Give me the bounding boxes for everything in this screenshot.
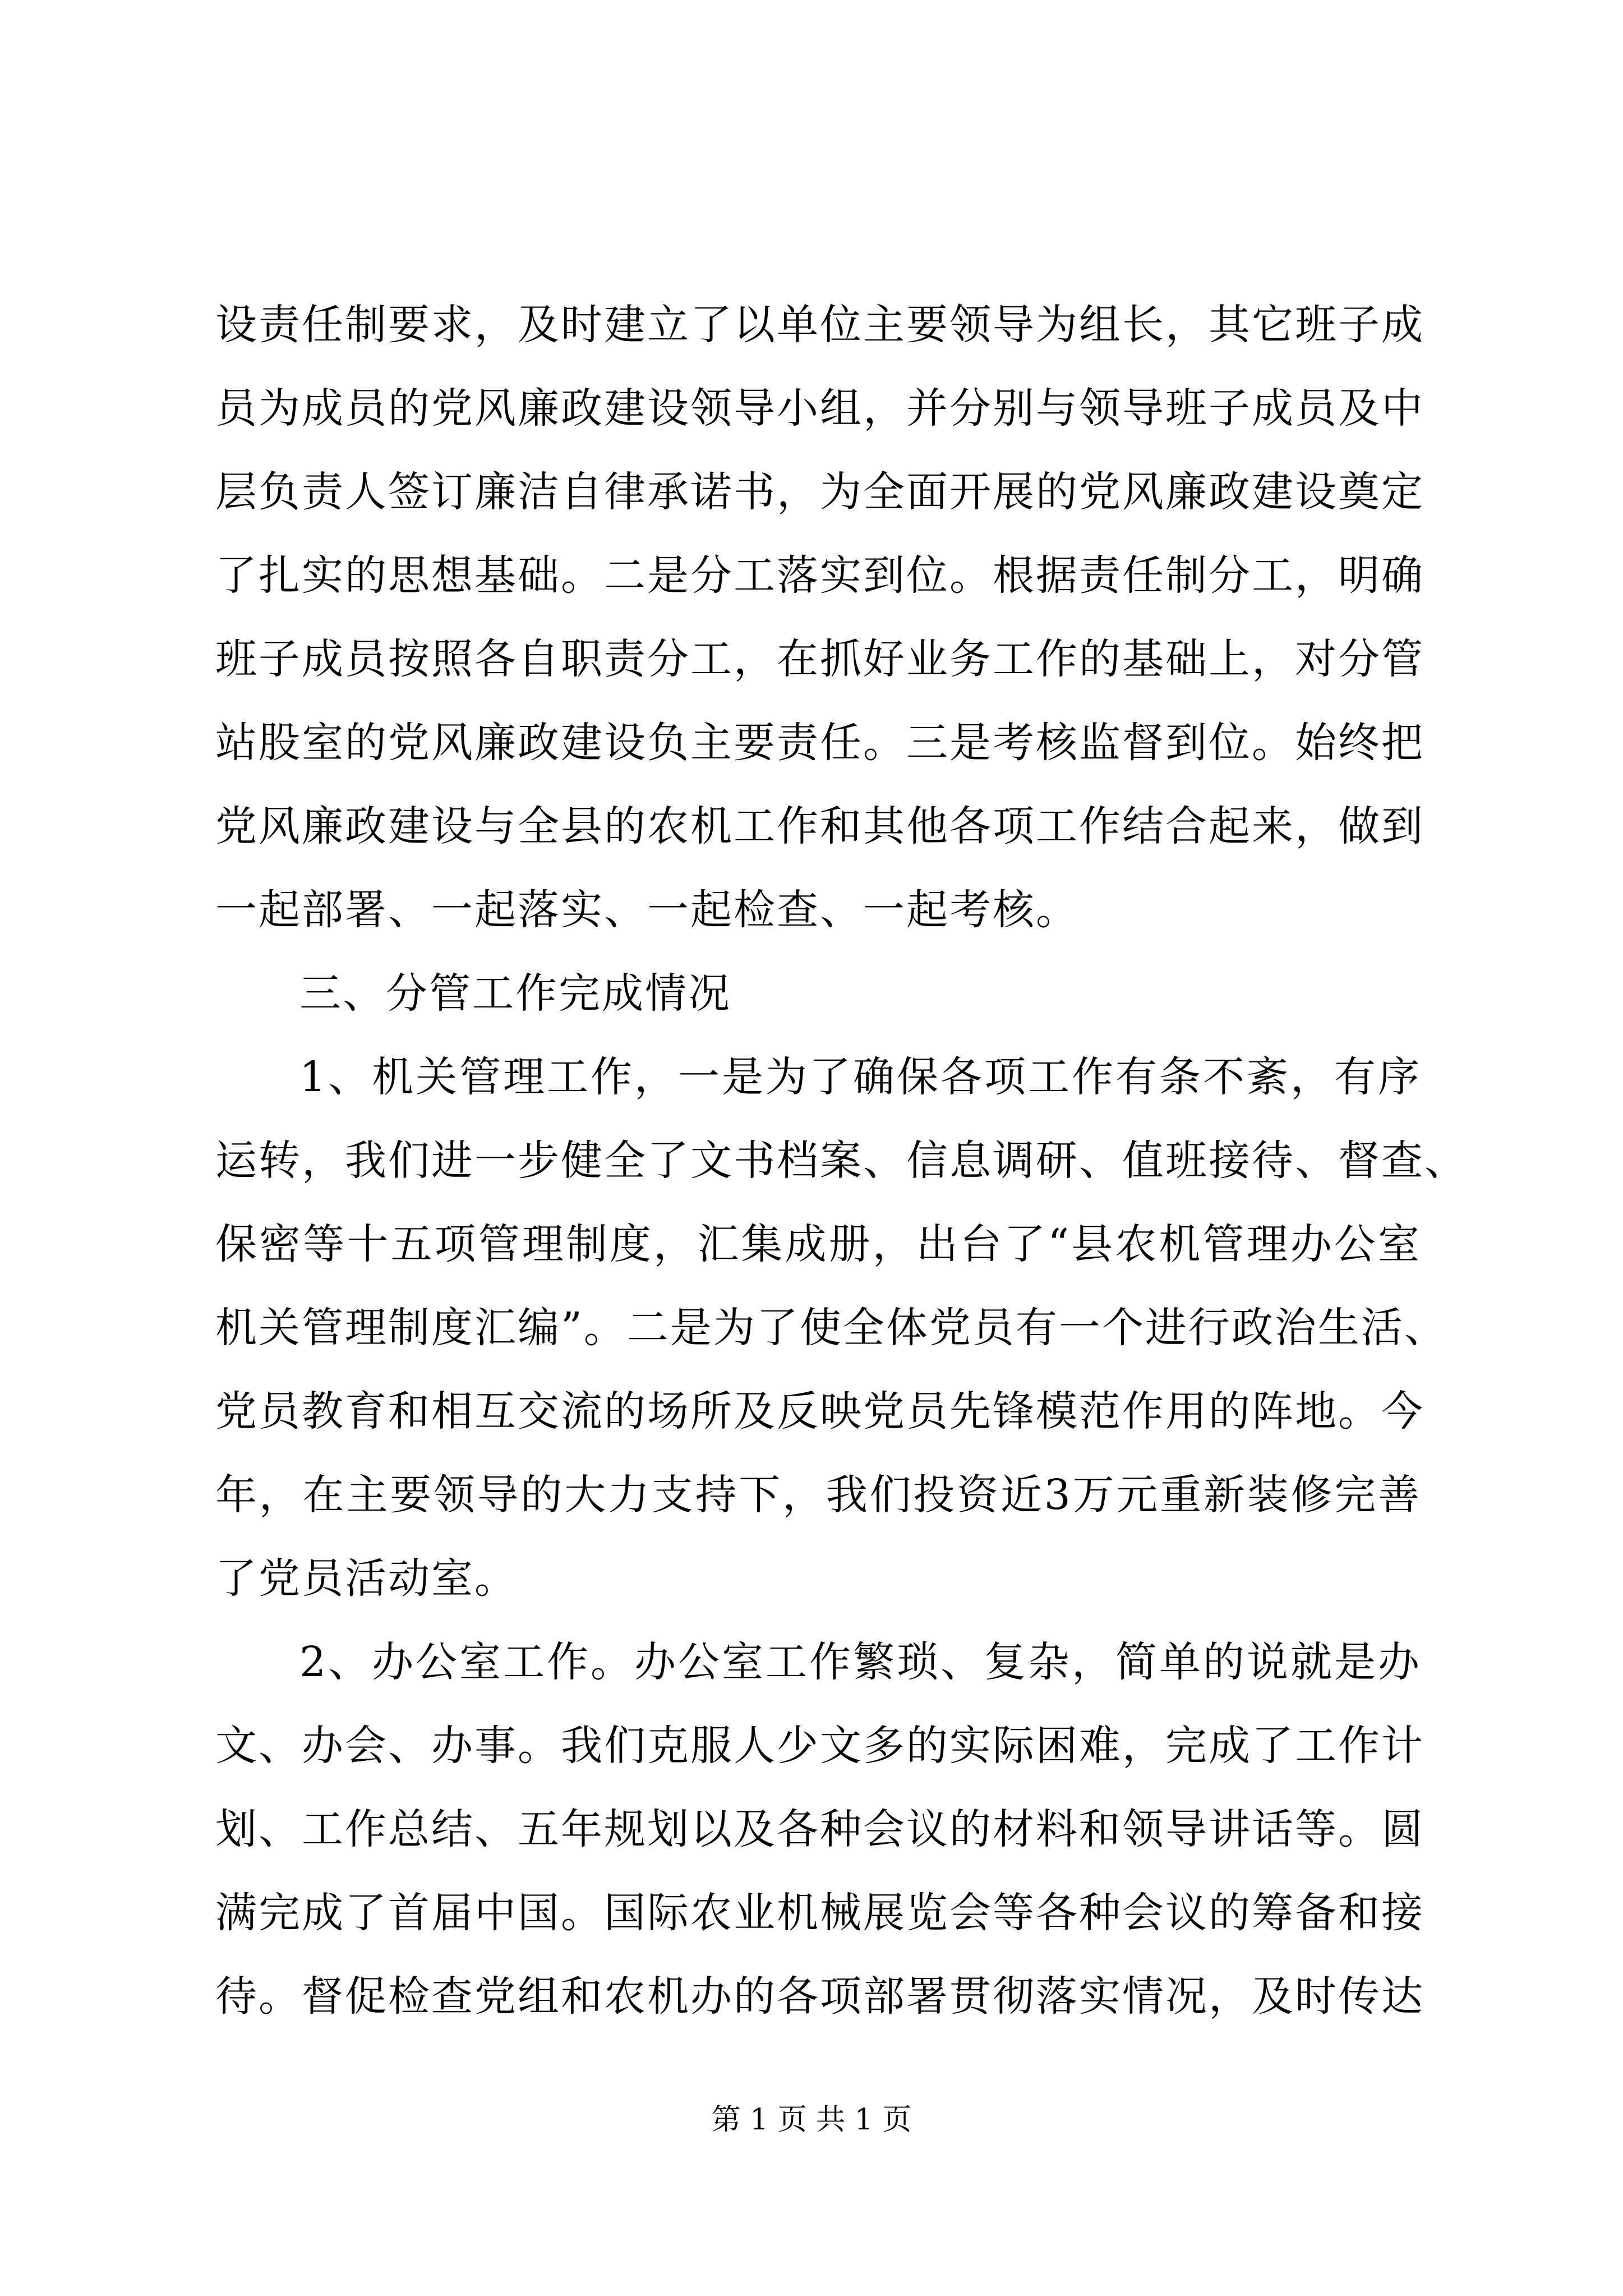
text-line: 保密等十五项管理制度，汇集成册，出台了“县农机管理办公室 — [215, 1220, 1421, 1268]
text-line: 待。督促检查党组和农机办的各项部署贯彻落实情况，及时传达 — [215, 1972, 1424, 2021]
document-body — [215, 283, 1468, 2039]
page-number-label: 第 1 页 共 1 页 — [711, 2103, 912, 2137]
text-line: 文、办会、办事。我们克服人少文多的实际困难，完成了工作计 — [215, 1722, 1424, 1770]
text-line: 运转，我们进一步健全了文书档案、信息调研、值班接待、督查、 — [215, 1137, 1468, 1185]
text-line: 1、机关管理工作，一是为了确保各项工作有条不紊，有序 — [299, 1053, 1421, 1101]
section-heading: 三、分管工作完成情况 — [299, 969, 731, 1018]
text-line: 年，在主要领导的大力支持下，我们投资近3万元重新装修完善 — [215, 1471, 1421, 1519]
text-line: 2、办公室工作。办公室工作繁琐、复杂，简单的说就是办 — [299, 1638, 1421, 1686]
text-line: 设责任制要求，及时建立了以单位主要领导为组长，其它班子成 — [215, 301, 1424, 349]
text-line: 机关管理制度汇编”。二是为了使全体党员有一个进行政治生活、 — [215, 1304, 1447, 1352]
text-line: 层负责人签订廉洁自律承诺书，为全面开展的党风廉政建设奠定 — [215, 468, 1424, 516]
text-line: 党风廉政建设与全县的农机工作和其他各项工作结合起来，做到 — [215, 802, 1424, 850]
text-line: 划、工作总结、五年规划以及各种会议的材料和领导讲话等。圆 — [215, 1805, 1424, 1853]
text-line: 班子成员按照各自职责分工，在抓好业务工作的基础上，对分管 — [215, 635, 1424, 683]
page-footer — [0, 2100, 1623, 2139]
text-line: 满完成了首届中国。国际农业机械展览会等各种会议的筹备和接 — [215, 1889, 1424, 1937]
text-line: 党员教育和相互交流的场所及反映党员先锋模范作用的阵地。今 — [215, 1387, 1424, 1435]
text-line: 了扎实的思想基础。二是分工落实到位。根据责任制分工，明确 — [215, 551, 1424, 600]
text-line: 一起部署、一起落实、一起检查、一起考核。 — [215, 886, 1079, 934]
text-line: 了党员活动室。 — [215, 1554, 518, 1603]
text-line: 站股室的党风廉政建设负主要责任。三是考核监督到位。始终把 — [215, 719, 1424, 767]
text-line: 员为成员的党风廉政建设领导小组，并分别与领导班子成员及中 — [215, 384, 1424, 432]
